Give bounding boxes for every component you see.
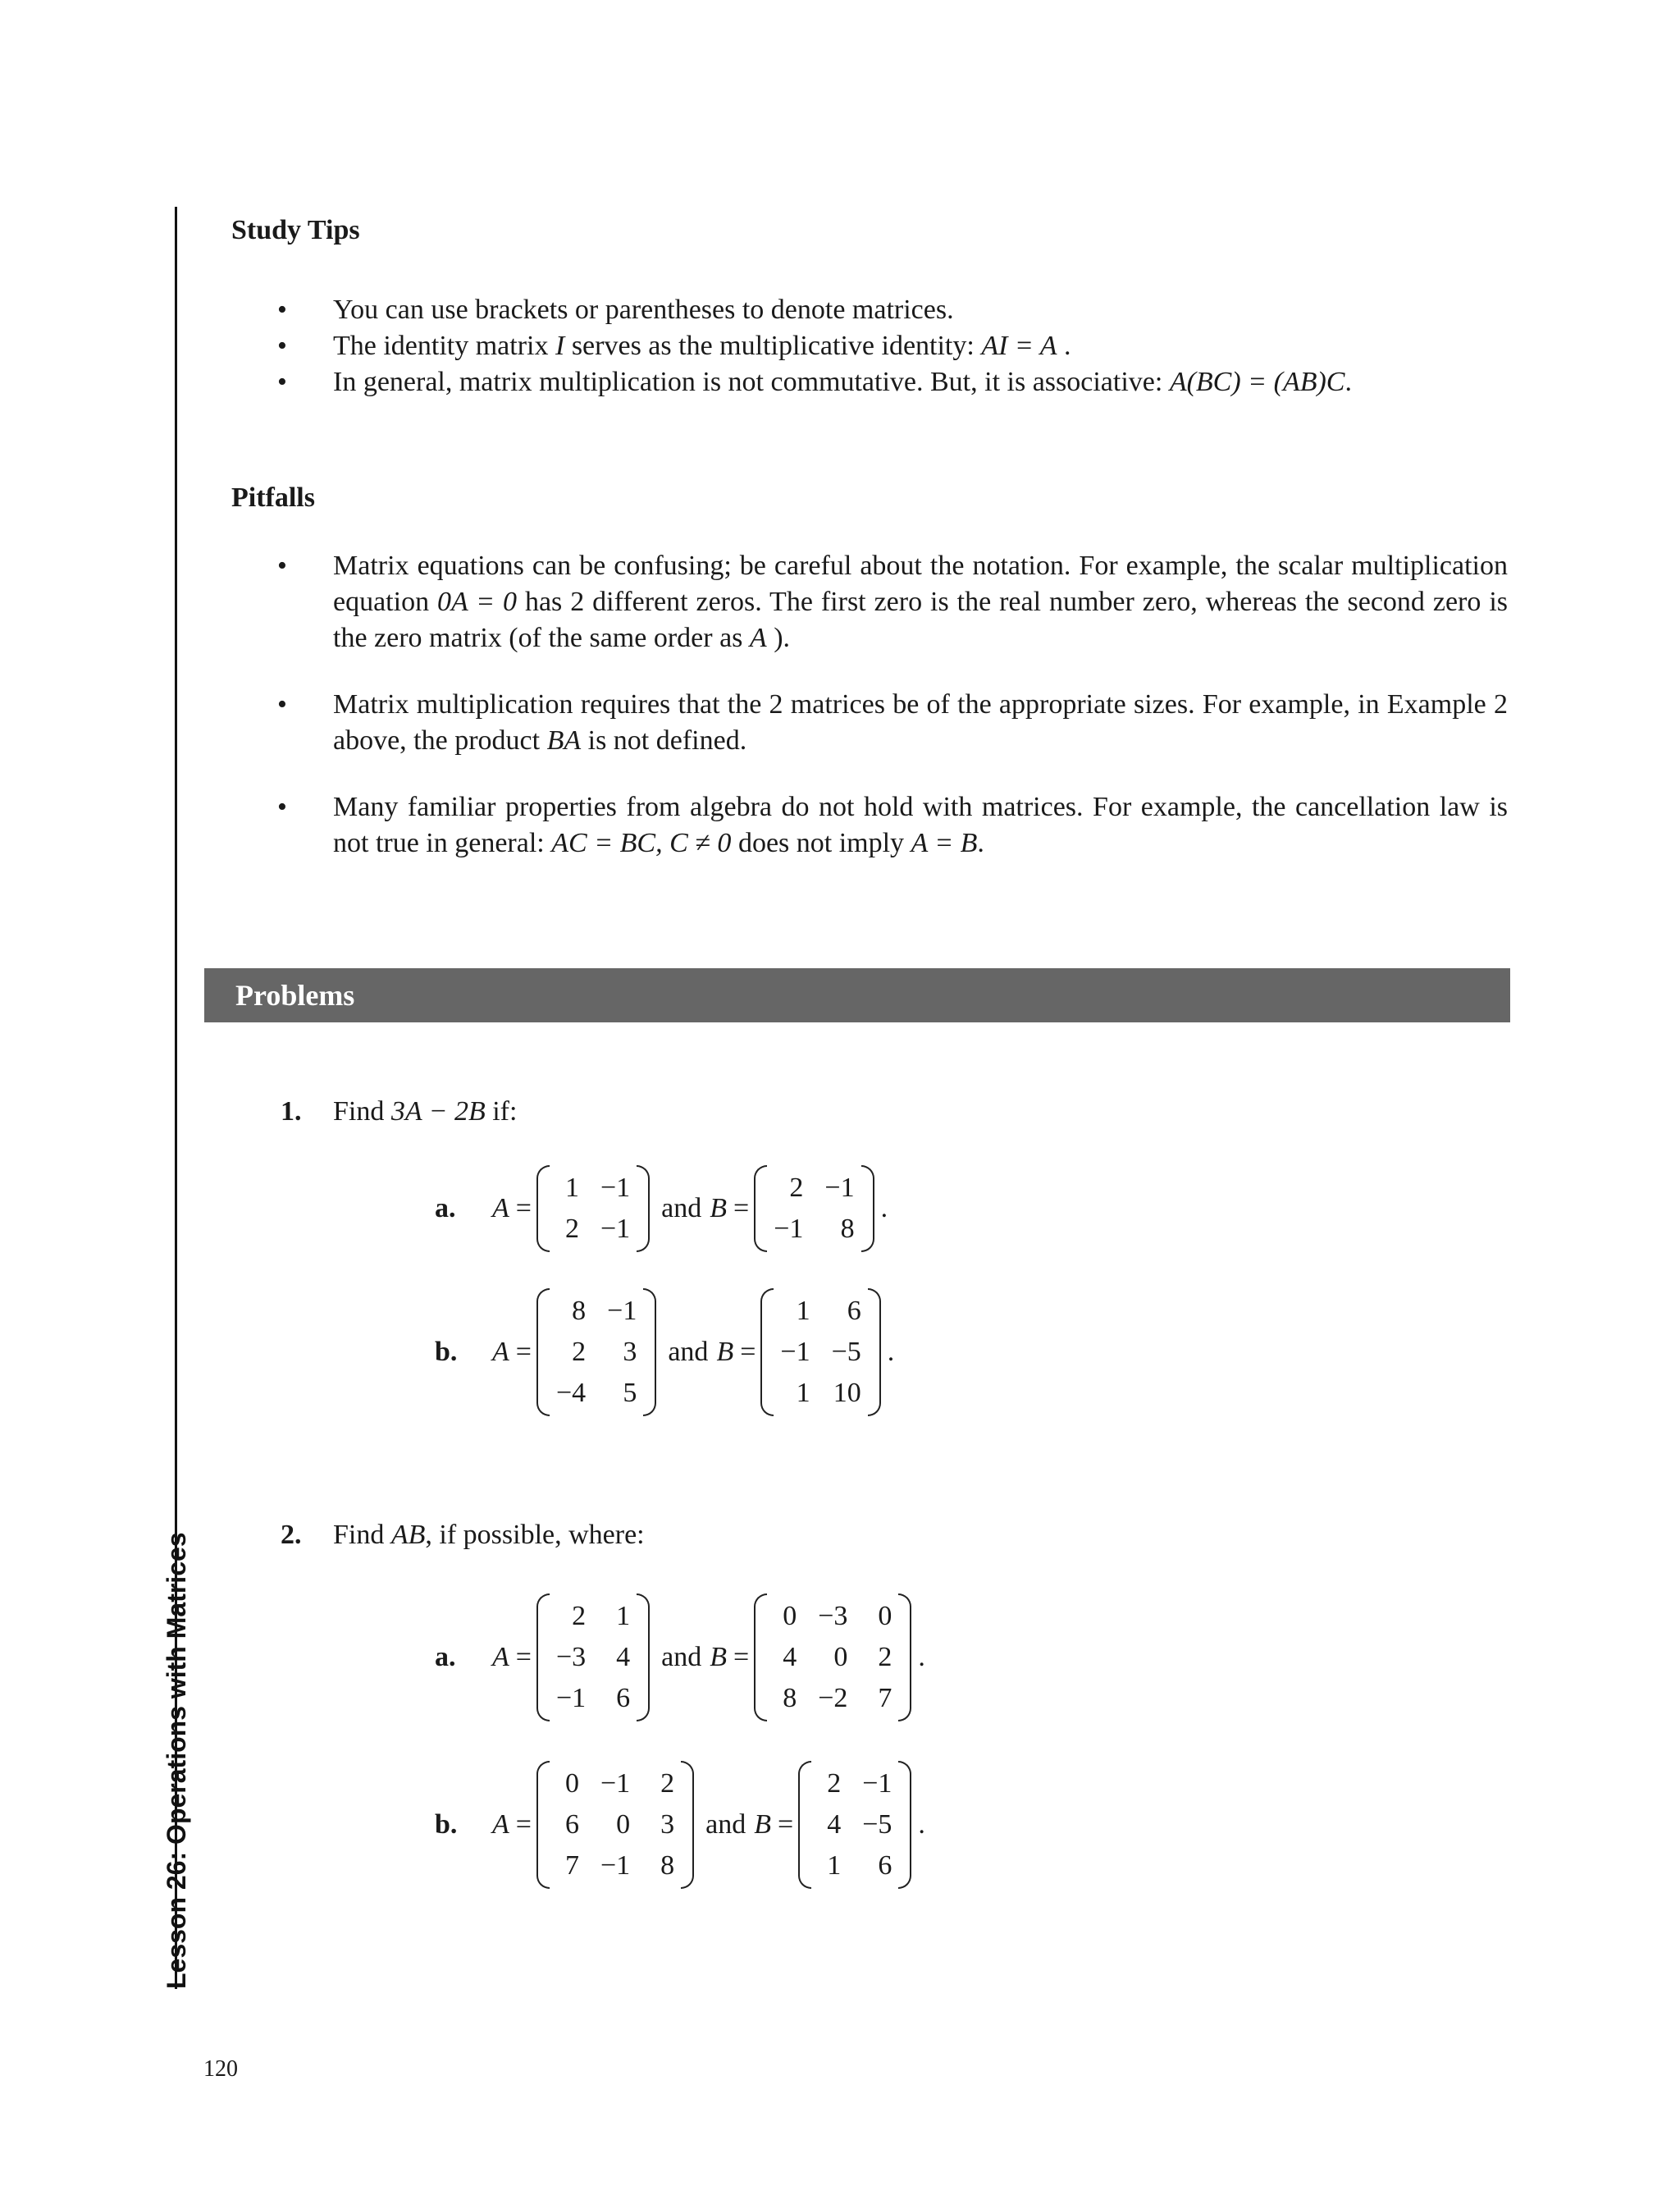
pitfall-text: . — [977, 828, 984, 858]
matrix-entries — [767, 1593, 898, 1721]
problem-text: , if possible, where: — [425, 1520, 645, 1550]
matrix-cell: 2 — [878, 1642, 892, 1672]
bullet-icon: • — [277, 551, 287, 581]
matrix-cell: 3 — [660, 1809, 675, 1840]
matrix-cell: 6 — [564, 1809, 579, 1840]
problem-2b — [435, 1761, 925, 1889]
problem-1-prompt — [281, 1096, 517, 1127]
problem-2a — [435, 1593, 925, 1721]
equals-sign: = — [740, 1337, 756, 1367]
study-tips-list — [277, 292, 1508, 400]
matrix-cell: −5 — [831, 1337, 861, 1367]
study-tip-item — [277, 364, 1508, 400]
matrix-cell: 4 — [783, 1642, 797, 1672]
pitfall-text: does not imply — [731, 828, 911, 858]
matrix-cell: −1 — [774, 1214, 804, 1244]
matrix-a — [536, 1761, 694, 1889]
matrix-cell: 1 — [616, 1601, 631, 1631]
pitfall-text: ). — [766, 623, 791, 653]
matrix-cell: −1 — [600, 1768, 631, 1799]
variable-b: B — [710, 1642, 728, 1672]
part-letter: b. — [435, 1337, 458, 1367]
variable-a: A — [492, 1337, 509, 1367]
problem-number: 1. — [281, 1096, 302, 1127]
matrix-cell: 2 — [827, 1768, 842, 1799]
matrix-cell: 0 — [833, 1642, 848, 1672]
matrix-right-paren — [681, 1761, 694, 1889]
math-expression: AC = BC, C ≠ 0 — [551, 828, 732, 858]
matrix-left-paren — [536, 1165, 550, 1252]
matrix-entries — [550, 1165, 637, 1252]
matrix-entries — [550, 1761, 681, 1889]
math-expression: A = B — [911, 828, 978, 858]
matrix-cell: 5 — [623, 1378, 637, 1408]
matrix-left-paren — [754, 1593, 767, 1721]
study-tip-text: . — [1344, 367, 1352, 397]
matrix-b — [760, 1288, 880, 1416]
equals-sign: = — [515, 1193, 532, 1223]
matrix-cell: 0 — [783, 1601, 797, 1631]
pitfall-text: has 2 different zeros. The first zero is the real number zero, whereas the second zero is the zero matrix (of the same order as — [333, 587, 1508, 653]
pitfall-text: Many familiar properties from algebra do not hold with matrices. For example, the cancellation law is not true in general: — [333, 792, 1508, 858]
study-tip-text: . — [1057, 331, 1071, 361]
pitfall-text: Matrix equations can be confusing; be careful about the notation. For example, the scalar multiplication equation — [333, 551, 1508, 617]
math-expression: 3A − 2B — [390, 1096, 486, 1127]
problem-number: 2. — [281, 1520, 302, 1550]
matrix-cell: 0 — [564, 1768, 579, 1799]
matrix-right-paren — [643, 1288, 656, 1416]
matrix-cell: 10 — [833, 1378, 861, 1408]
matrix-right-paren — [898, 1593, 911, 1721]
and-word: and — [661, 1642, 702, 1672]
pitfall-item — [277, 687, 1508, 759]
matrix-left-paren — [536, 1593, 550, 1721]
matrix-left-paren — [536, 1288, 550, 1416]
pitfalls-heading: Pitfalls — [231, 482, 315, 513]
matrix-cell: 1 — [796, 1296, 810, 1326]
matrix-left-paren — [798, 1761, 811, 1889]
period: . — [880, 1193, 888, 1223]
matrix-cell: −2 — [818, 1683, 848, 1713]
study-tips-heading: Study Tips — [231, 215, 360, 245]
problem-1b — [435, 1288, 894, 1416]
equals-sign: = — [515, 1642, 532, 1672]
matrix-left-paren — [760, 1288, 774, 1416]
bullet-icon: • — [277, 689, 287, 720]
matrix-cell: 6 — [878, 1850, 892, 1881]
study-tip-item — [277, 292, 1508, 328]
problem-1a — [435, 1165, 888, 1252]
problem-text: Find — [333, 1096, 391, 1127]
pitfall-text: Matrix multiplication requires that the 2 matrices be of the appropriate sizes. For example, in Example 2 above, the product — [333, 689, 1508, 756]
matrix-cell: −1 — [600, 1214, 631, 1244]
matrix-cell: 8 — [572, 1296, 587, 1326]
equals-sign: = — [733, 1642, 750, 1672]
pitfalls-list — [277, 548, 1508, 862]
bullet-icon: • — [277, 367, 287, 397]
math-expression: I — [555, 331, 565, 361]
matrix-cell: −1 — [607, 1296, 637, 1326]
matrix-cell: 8 — [840, 1214, 855, 1244]
matrix-left-paren — [754, 1165, 767, 1252]
problem-2-prompt — [281, 1520, 645, 1551]
matrix-cell: −1 — [862, 1768, 892, 1799]
matrix-cell: 6 — [847, 1296, 861, 1326]
matrix-left-paren — [536, 1761, 550, 1889]
study-tip-text: You can use brackets or parentheses to denote matrices. — [333, 295, 954, 325]
matrix-cell: 2 — [572, 1337, 587, 1367]
variable-b: B — [754, 1809, 772, 1840]
variable-a: A — [492, 1193, 509, 1223]
matrix-cell: −1 — [600, 1850, 631, 1881]
period: . — [918, 1809, 925, 1840]
matrix-right-paren — [898, 1761, 911, 1889]
matrix-b — [798, 1761, 911, 1889]
part-letter: b. — [435, 1809, 458, 1840]
matrix-cell: 2 — [564, 1214, 579, 1244]
matrix-right-paren — [637, 1593, 650, 1721]
equals-sign: = — [733, 1193, 750, 1223]
pitfall-item — [277, 548, 1508, 656]
matrix-cell: −1 — [555, 1683, 587, 1713]
part-letter: a. — [435, 1193, 456, 1223]
matrix-cell: −1 — [824, 1173, 855, 1203]
matrix-cell: −3 — [818, 1601, 848, 1631]
matrix-cell: 7 — [564, 1850, 579, 1881]
study-tip-text: In general, matrix multiplication is not commutative. But, it is associative: — [333, 367, 1170, 397]
matrix-entries — [774, 1288, 867, 1416]
page-number: 120 — [203, 2056, 238, 2082]
matrix-cell: 6 — [616, 1683, 631, 1713]
period: . — [918, 1642, 925, 1672]
matrix-b — [754, 1593, 911, 1721]
math-expression: 0A = 0 — [437, 587, 517, 617]
matrix-cell: −4 — [555, 1378, 587, 1408]
matrix-right-paren — [861, 1165, 874, 1252]
matrix-cell: 1 — [564, 1173, 579, 1203]
problem-text: if: — [485, 1096, 518, 1127]
variable-b: B — [716, 1337, 734, 1367]
matrix-cell: 4 — [827, 1809, 842, 1840]
study-tip-text: The identity matrix — [333, 331, 555, 361]
and-word: and — [668, 1337, 709, 1367]
matrix-b — [754, 1165, 874, 1252]
matrix-cell: 1 — [796, 1378, 810, 1408]
math-expression: A — [749, 623, 767, 653]
matrix-cell: −1 — [600, 1173, 631, 1203]
and-word: and — [705, 1809, 746, 1840]
matrix-cell: 2 — [660, 1768, 675, 1799]
math-expression: AI = A — [981, 331, 1057, 361]
matrix-entries — [550, 1288, 643, 1416]
matrix-cell: 8 — [660, 1850, 675, 1881]
matrix-entries — [550, 1593, 637, 1721]
matrix-right-paren — [637, 1165, 650, 1252]
matrix-entries — [811, 1761, 898, 1889]
study-tip-item — [277, 328, 1508, 364]
bullet-icon: • — [277, 792, 287, 822]
and-word: and — [661, 1193, 702, 1223]
matrix-cell: 4 — [616, 1642, 631, 1672]
problems-banner — [204, 968, 1510, 1022]
variable-b: B — [710, 1193, 728, 1223]
matrix-cell: 0 — [878, 1601, 892, 1631]
variable-a: A — [492, 1642, 509, 1672]
pitfall-text: is not defined. — [581, 725, 747, 756]
problems-heading: Problems — [235, 979, 355, 1012]
matrix-cell: −3 — [555, 1642, 587, 1672]
problem-text: Find — [333, 1520, 391, 1550]
matrix-right-paren — [868, 1288, 881, 1416]
matrix-cell: −5 — [862, 1809, 892, 1840]
matrix-a — [536, 1593, 650, 1721]
pitfall-item — [277, 789, 1508, 862]
equals-sign: = — [515, 1809, 532, 1840]
bullet-icon: • — [277, 331, 287, 361]
period: . — [887, 1337, 895, 1367]
math-expression: AB — [390, 1520, 426, 1550]
matrix-a — [536, 1288, 656, 1416]
matrix-cell: 8 — [783, 1683, 797, 1713]
matrix-cell: 7 — [878, 1683, 892, 1713]
matrix-cell: 2 — [789, 1173, 804, 1203]
variable-a: A — [492, 1809, 509, 1840]
matrix-cell: 0 — [616, 1809, 631, 1840]
matrix-entries — [767, 1165, 861, 1252]
math-expression: BA — [546, 725, 582, 756]
matrix-cell: 3 — [623, 1337, 637, 1367]
equals-sign: = — [515, 1337, 532, 1367]
matrix-cell: −1 — [780, 1337, 810, 1367]
matrix-cell: 2 — [572, 1601, 587, 1631]
equals-sign: = — [778, 1809, 794, 1840]
bullet-icon: • — [277, 295, 287, 325]
matrix-a — [536, 1165, 650, 1252]
math-expression: A(BC) = (AB)C — [1169, 367, 1345, 397]
part-letter: a. — [435, 1642, 456, 1672]
lesson-side-label: Lesson 26: Operations with Matrices — [162, 1532, 191, 1989]
study-tip-text: serves as the multiplicative identity: — [564, 331, 982, 361]
matrix-cell: 1 — [827, 1850, 842, 1881]
